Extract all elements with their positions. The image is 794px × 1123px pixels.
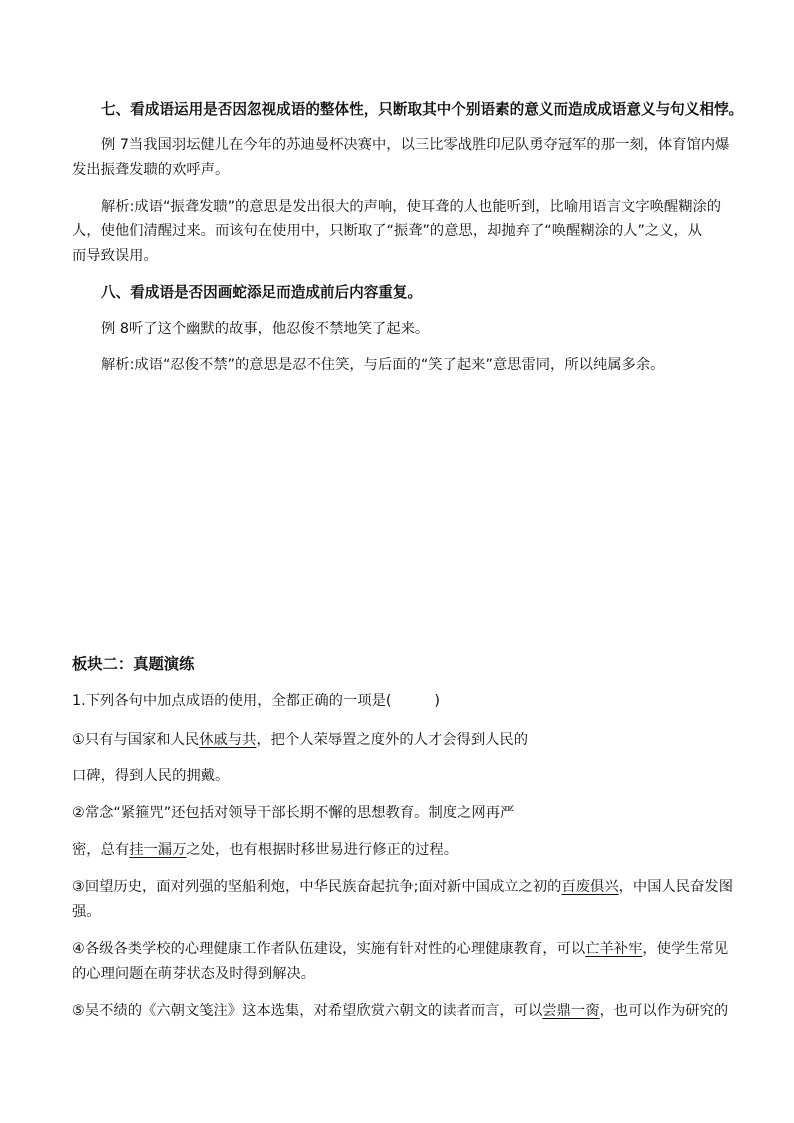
- section7-analysis-line1: 解析:成语“振聋发聩”的意思是发出很大的声响，使耳聋的人也能听到，比喻用语言文字唤醒糊涂的: [101, 199, 722, 215]
- option1-line2: 口碑，得到人民的拥戴。: [72, 768, 230, 784]
- option2-text-b: 之处，也有根据时移世易进行修正的过程。: [186, 842, 459, 858]
- option2-line2: [72, 841, 458, 859]
- section7-analysis-line2: 人，使他们清醒过来。而该句在使用中，只断取了“振聋”的意思，却抛弃了“唤醒糊涂的人”之义，从: [72, 223, 703, 239]
- option2-text-a: 密，总有: [72, 842, 130, 858]
- section7-heading: 七、看成语运用是否因忽视成语的整体性，只断取其中个别语素的意义而造成成语意义与句义相悖。: [101, 101, 744, 118]
- option4-text-a: ④各级各类学校的心理健康工作者队伍建设，实施有针对性的心理健康教育，可以: [72, 941, 586, 957]
- option5-line1: [72, 1002, 728, 1020]
- option3-text-b: ，中国人民奋发图: [618, 879, 733, 895]
- section7-analysis-line3: 而导致误用。: [72, 248, 158, 264]
- option1-text-a: ①只有与国家和人民: [72, 732, 200, 748]
- question1-stem: 1.下列各句中加点成语的使用，全都正确的一项是( ): [72, 693, 440, 709]
- option1-idiom: 休戚与共: [199, 732, 257, 748]
- option4-line1: [72, 940, 728, 958]
- section8-analysis: 解析:成语“忍俊不禁”的意思是忍不住笑，与后面的“笑了起来”意思雷同，所以纯属多余。: [101, 357, 665, 373]
- option4-line2: 的心理问题在萌芽状态及时得到解决。: [72, 966, 316, 982]
- option3-line1: [72, 878, 733, 896]
- option5-text-b: ，也可以作为研究的: [599, 1003, 729, 1019]
- option4-idiom: 亡羊补牢: [585, 941, 643, 957]
- option4-text-b: ，使学生常见: [642, 941, 729, 957]
- option5-text-a: ⑤吴不绩的《六朝文笺注》这本选集，对希望欣赏六朝文的读者而言，可以: [72, 1003, 543, 1019]
- section8-heading: 八、看成语是否因画蛇添足而造成前后内容重复。: [101, 284, 423, 301]
- option2-line1: ②常念“紧箍咒”还包括对领导干部长期不懈的思想教育。制度之网再严: [72, 805, 515, 821]
- option2-idiom: 挂一漏万: [129, 842, 187, 858]
- block2-title: 板块二：真题演练: [72, 655, 195, 673]
- option3-text-a: ③回望历史，面对列强的坚船利炮，中华民族奋起抗争;面对新中国成立之初的: [72, 879, 562, 895]
- option1-line1: [72, 731, 528, 749]
- option1-text-b: ，把个人荣辱置之度外的人才会得到人民的: [256, 732, 529, 748]
- option5-idiom: 尝鼎一脔: [542, 1003, 600, 1019]
- section7-example-line2: 发出振聋发聩的欢呼声。: [72, 162, 230, 178]
- option3-idiom: 百废俱兴: [561, 879, 619, 895]
- section8-example: 例 8听了这个幽默的故事，他忍俊不禁地笑了起来。: [101, 321, 430, 337]
- option3-line2: 强。: [72, 904, 101, 920]
- section7-example-line1: 例 7当我国羽坛健儿在今年的苏迪曼杯决赛中，以三比零战胜印尼队勇夺冠军的那一刻，体育馆内爆: [101, 137, 730, 153]
